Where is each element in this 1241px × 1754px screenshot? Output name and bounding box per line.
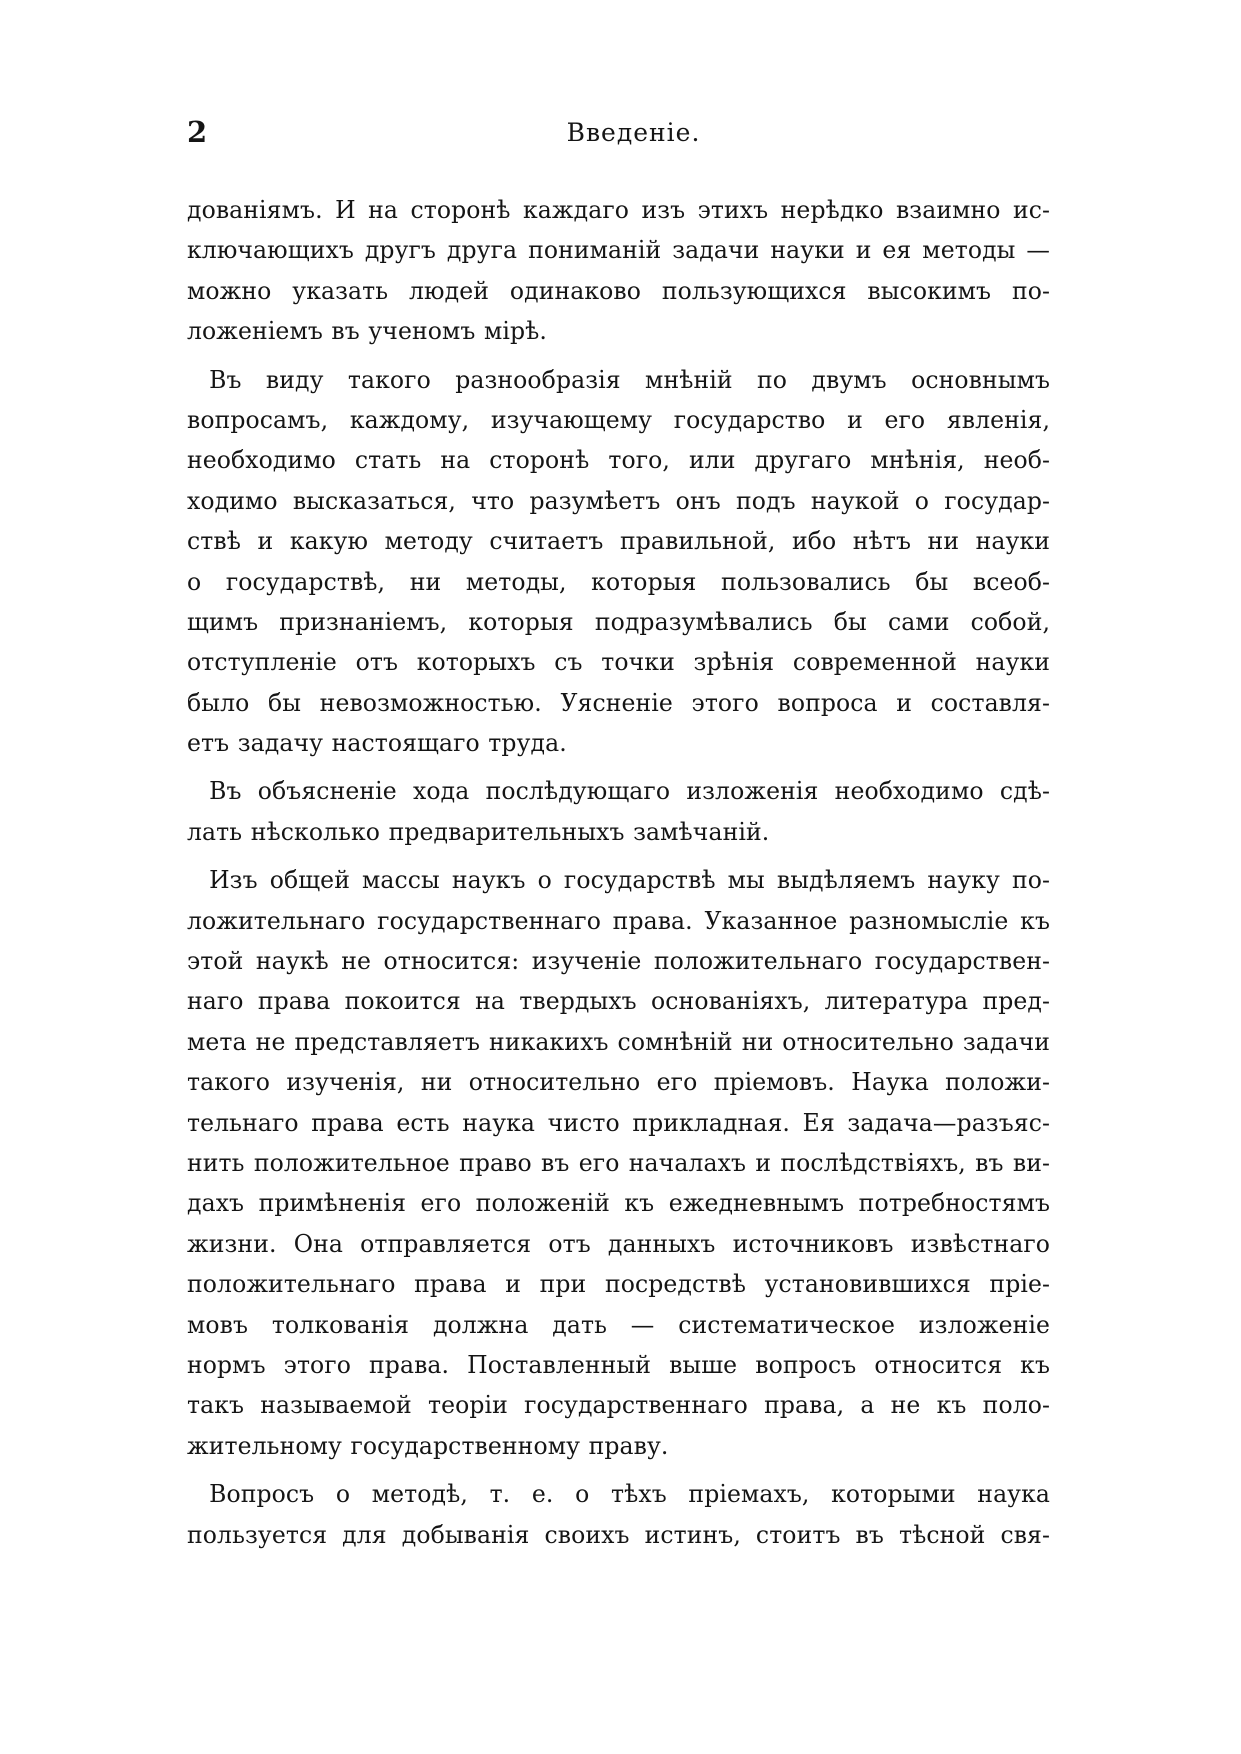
page-number: 2 (187, 115, 208, 149)
text-line: етъ задачу настоящаго труда. (187, 728, 567, 758)
text-line: ствѣ и какую методу считаетъ правильной, ибо нѣтъ ни науки (187, 526, 1051, 556)
text-line: лать нѣсколько предварительныхъ замѣчаній. (187, 816, 770, 846)
text-line: такого изученія, ни относительно его пріемовъ. Наука положи- (187, 1067, 1051, 1097)
paragraph (187, 360, 1050, 764)
paragraph (187, 860, 1050, 1466)
text-line: было бы невозможностью. Уясненіе этого вопроса и составля- (187, 687, 1051, 717)
text-line: ключающихъ другъ друга пониманій задачи науки и ея методы — (187, 235, 1051, 265)
body-text (187, 190, 1050, 1555)
text-line: ложеніемъ въ ученомъ мірѣ. (187, 316, 547, 346)
paragraph (187, 190, 1050, 352)
running-head: Введеніе. (566, 118, 701, 147)
paragraph (187, 1474, 1050, 1555)
text-line: мовъ толкованія должна дать — систематическое изложеніе (187, 1309, 1051, 1339)
text-line: ходимо высказаться, что разумѣетъ онъ подъ наукой о государ- (187, 485, 1051, 515)
text-line: наго права покоится на твердыхъ основаніяхъ, литература пред- (187, 986, 1051, 1016)
text-line: этой наукѣ не относится: изученіе положительнаго государствен- (187, 946, 1051, 976)
text-line: тельнаго права есть наука чисто прикладная. Ея задача—разъяс- (187, 1107, 1051, 1137)
text-line: нормъ этого права. Поставленный выше вопросъ относится къ (187, 1349, 1051, 1379)
text-line: Изъ общей массы наукъ о государствѣ мы выдѣляемъ науку по- (209, 865, 1051, 895)
text-line: мета не представляетъ никакихъ сомнѣній ни относительно задачи (187, 1026, 1051, 1056)
text-line: отступленіе отъ которыхъ съ точки зрѣнія современной науки (187, 647, 1051, 677)
text-line: Въ виду такого разнообразія мнѣній по двумъ основнымъ (209, 364, 1051, 394)
text-line: нить положительное право въ его началахъ и послѣдствіяхъ, въ ви- (187, 1147, 1051, 1177)
text-line: Вопросъ о методѣ, т. е. о тѣхъ пріемахъ, которыми наука (209, 1479, 1051, 1509)
page-header (187, 115, 1052, 158)
text-line: жизни. Она отправляется отъ данныхъ источниковъ извѣстнаго (187, 1228, 1051, 1258)
text-line: дованіямъ. И на сторонѣ каждаго изъ этихъ нерѣдко взаимно ис- (187, 195, 1051, 224)
text-line: необходимо стать на сторонѣ того, или другаго мнѣнія, необ- (187, 445, 1051, 475)
text-line: жительному государственному праву. (187, 1430, 669, 1460)
text-line: ложительнаго государственнаго права. Указанное разномысліе къ (187, 905, 1051, 935)
text-line: пользуется для добыванія своихъ истинъ, стоитъ въ тѣсной свя- (187, 1519, 1051, 1549)
text-line: положительнаго права и при посредствѣ установившихся пріе- (187, 1269, 1051, 1299)
paragraph (187, 771, 1050, 852)
text-line: можно указать людей одинаково пользующихся высокимъ по- (187, 275, 1051, 305)
text-line: вопросамъ, каждому, изучающему государство и его явленія, (187, 404, 1051, 434)
text-line: Въ объясненіе хода послѣдующаго изложенія необходимо сдѣ- (209, 776, 1051, 806)
text-line: щимъ признаніемъ, которыя подразумѣвались бы сами собой, (187, 606, 1051, 636)
text-line: о государствѣ, ни методы, которыя пользовались бы всеоб- (187, 566, 1051, 596)
text-line: такъ называемой теоріи государственнаго права, а не къ поло- (187, 1390, 1051, 1420)
text-line: дахъ примѣненія его положеній къ ежедневнымъ потребностямъ (187, 1188, 1051, 1218)
